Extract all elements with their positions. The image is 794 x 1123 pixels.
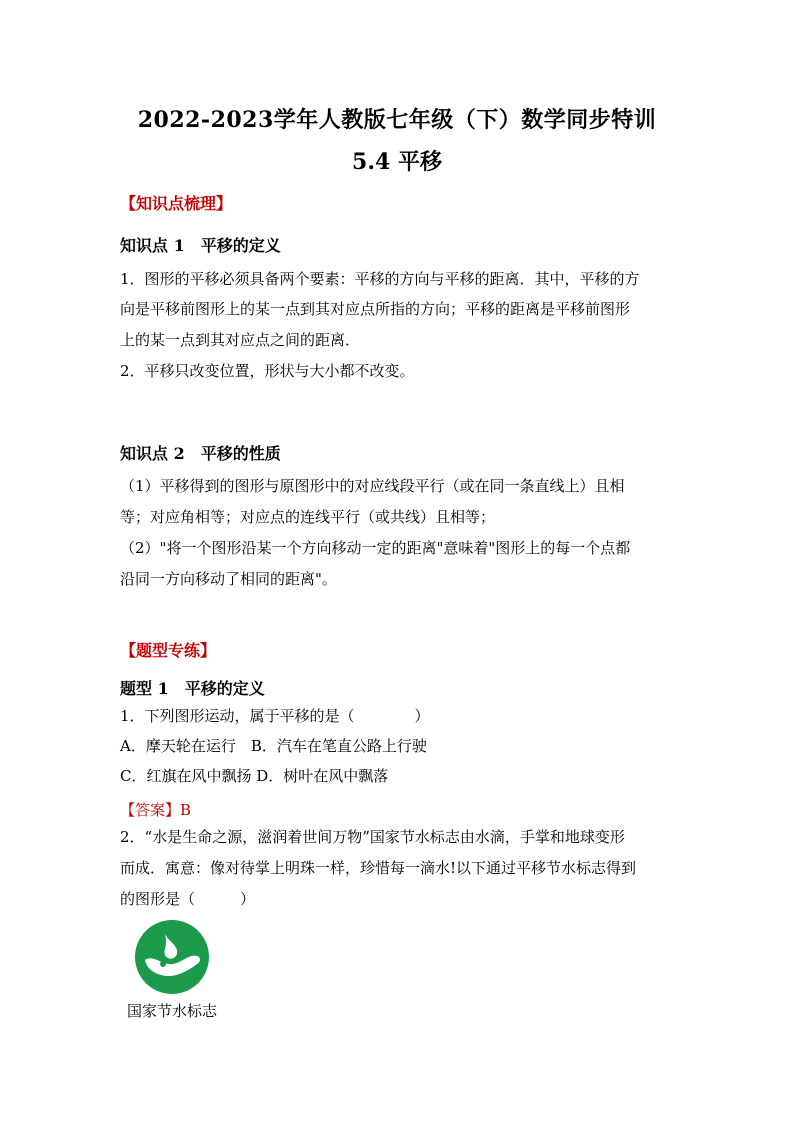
knowledge-section-heading: 【知识点梳理】	[120, 194, 233, 213]
question-1-stem: 1．下列图形运动，属于平移的是（ ）	[120, 707, 430, 725]
question-1-answer: 【答案】B	[120, 801, 192, 819]
kp2-line-4: 沿同一方向移动了相同的距离"。	[120, 570, 337, 588]
question-1-options-cd: C．红旗在风中飘扬 D．树叶在风中飘落	[120, 767, 389, 785]
question-1-options-ab: A．摩天轮在运行 B．汽车在笔直公路上行驶	[120, 737, 427, 755]
kp1-line-3: 上的某一点到其对应点之间的距离．	[120, 331, 361, 349]
kp2-line-2: 等；对应角相等；对应点的连线平行（或共线）且相等；	[120, 508, 496, 526]
exercise-type-1-title: 题型 1 平移的定义	[120, 679, 265, 698]
knowledge-point-2-title: 知识点 2 平移的性质	[120, 444, 281, 463]
knowledge-point-1-title: 知识点 1 平移的定义	[120, 236, 281, 255]
logo-caption: 国家节水标志	[126, 1002, 217, 1020]
kp1-line-4: 2．平移只改变位置，形状与大小都不改变。	[120, 362, 415, 380]
kp2-line-3: （2）"将一个图形沿某一个方向移动一定的距离"意味着"图形上的每一个点都	[120, 539, 631, 557]
page-subtitle: 5.4 平移	[352, 149, 442, 175]
water-saving-logo-icon	[135, 920, 209, 994]
page-title: 2022-2023学年人教版七年级（下）数学同步特训	[137, 107, 657, 133]
kp1-line-2: 向是平移前图形上的某一点到其对应点所指的方向；平移的距离是平移前图形	[120, 300, 631, 318]
exercise-section-heading: 【题型专练】	[120, 641, 217, 660]
kp2-line-1: （1）平移得到的图形与原图形中的对应线段平行（或在同一条直线上）且相	[120, 477, 625, 495]
question-2-line-1: 2．“水是生命之源，滋润着世间万物”国家节水标志由水滴，手掌和地球变形	[120, 828, 625, 846]
question-2-line-3: 的图形是（ ）	[120, 890, 256, 908]
question-2-line-2: 而成．寓意：像对待掌上明珠一样，珍惜每一滴水!以下通过平移节水标志得到	[120, 859, 637, 877]
kp1-line-1: 1．图形的平移必须具备两个要素：平移的方向与平移的距离．其中，平移的方	[120, 270, 640, 288]
